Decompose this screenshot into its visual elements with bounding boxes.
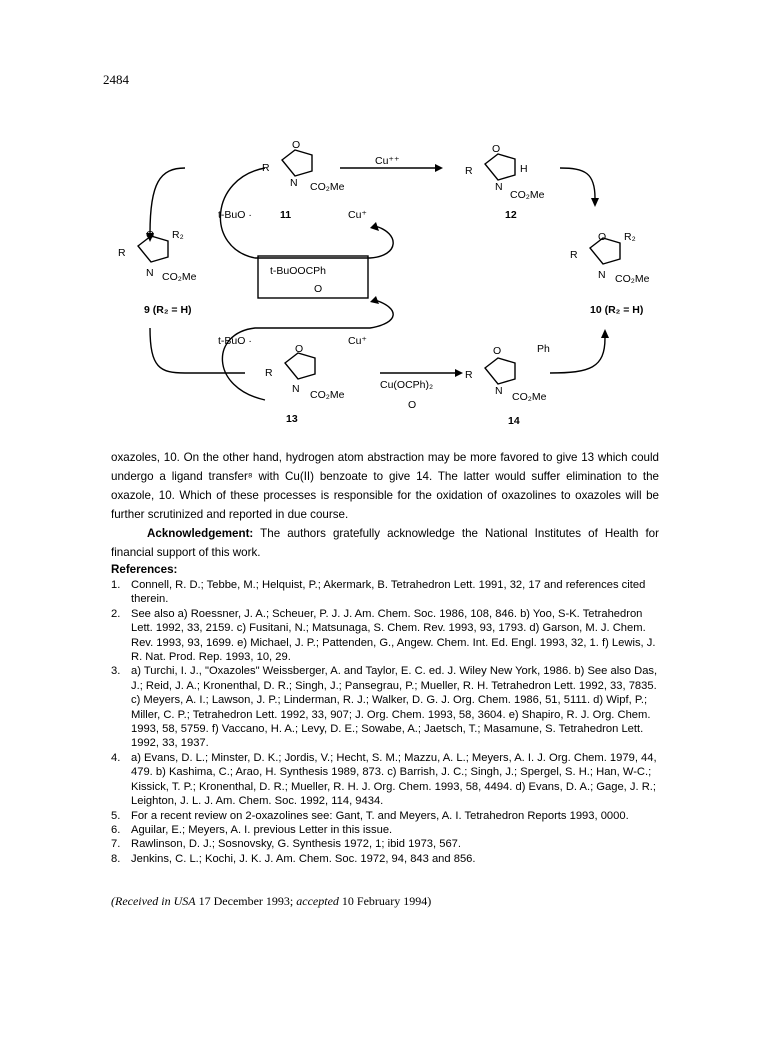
n-atom-9: N bbox=[146, 267, 154, 279]
article-body bbox=[111, 448, 659, 866]
o-atom-13: O bbox=[295, 343, 304, 355]
references-list bbox=[111, 578, 659, 866]
reference-item: 7. Rawlinson, D. J.; Sosnovsky, G. Synthesis 1972, 1; ibid 1973, 567. bbox=[111, 838, 461, 851]
arrowhead-loop-bottom bbox=[370, 296, 379, 304]
arrowhead-13-14 bbox=[455, 369, 463, 377]
references-heading: References: bbox=[111, 563, 178, 576]
o-atom-14: O bbox=[493, 345, 502, 357]
cycle-arrow-left-top bbox=[150, 168, 185, 233]
ester-13: CO₂Me bbox=[310, 389, 345, 401]
reaction-scheme bbox=[100, 138, 680, 438]
compound-13-label: 13 bbox=[286, 413, 298, 425]
o-atom-11: O bbox=[292, 139, 301, 151]
ester-9: CO₂Me bbox=[162, 271, 197, 283]
ring-13 bbox=[285, 353, 315, 379]
ring-12 bbox=[485, 154, 515, 180]
page-number: 2484 bbox=[103, 72, 129, 87]
r-group-13: R bbox=[265, 367, 273, 379]
n-atom-13: N bbox=[292, 383, 300, 395]
r-group-10: R bbox=[570, 249, 578, 261]
cycle-lower-loop bbox=[222, 300, 393, 400]
compound-14-label: 14 bbox=[508, 415, 520, 427]
cu2-reagent: Cu⁺⁺ bbox=[375, 155, 400, 167]
arrowhead-14-10 bbox=[601, 329, 609, 338]
discussion-paragraph: oxazoles, 10. On the other hand, hydrogen atom abstraction may be more favored to give 13 which could undergo a ligand transfer⁸ with Cu(II) benzoate to give 14. The latter would suffer elimination to the oxazole, 10. Which of these processes is responsible for the oxidation of oxazolines to oxazoles will be further scrutinized and reported in due course. bbox=[111, 451, 659, 521]
ester-11: CO₂Me bbox=[310, 181, 345, 193]
acknowledgement-label: Acknowledgement: bbox=[147, 527, 254, 540]
perester-carbonyl-o: O bbox=[314, 283, 323, 295]
r-group-9: R bbox=[118, 247, 126, 259]
ester-10: CO₂Me bbox=[615, 273, 650, 285]
tbuo-radical-bottom: t-BuO · bbox=[218, 335, 252, 347]
compound-9-label: 9 (R₂ = H) bbox=[144, 304, 192, 316]
reference-item: 1. Connell, R. D.; Tebbe, M.; Helquist, P.; Akermark, B. Tetrahedron Lett. 1991, 32, 17 and references cited therein. bbox=[111, 579, 646, 606]
n-atom-12: N bbox=[495, 181, 503, 193]
reference-item: 3. a) Turchi, I. J., "Oxazoles" Weissberger, A. and Taylor, E. C. ed. J. Wiley New York, 1986. b) See also Das, J.; Reid, J. A.; Kronenthal, D. R.; Singh, J.; Pansegrau, P.; Mueller, R. H. Tetrahedron Lett. 1992, 33, 7835. c) Meyers, A. I.; Lawson, J. P.; Linderman, R. J.; Walker, D. G. J. Org. Chem. 1986, 51, 5111. d) Wipf, P.; Miller, C. P.; Tetrahedron Lett. 1992, 33, 907; J. Org. Chem. 1993, 58, 3604. e) Shapiro, R. J. Org. Chem. 1993, 58, 5759. f) Vaccano, H. A.; Levy, D. E.; Sowabe, A.; Jaetsch, T.; Masamune, S. Tetrahedron Lett. 1992, 33, 1937. bbox=[111, 665, 658, 750]
cu-benzoate-reagent: Cu(OCPh)₂ bbox=[380, 379, 434, 391]
received-note: (Received in USA 17 December 1993; accepted 10 February 1994) bbox=[111, 894, 432, 908]
ring-14 bbox=[485, 358, 515, 384]
r2-group-10: R₂ bbox=[624, 231, 636, 243]
cu-benzoate-carbonyl-o: O bbox=[408, 399, 417, 411]
reference-item: 4. a) Evans, D. L.; Minster, D. K.; Jordis, V.; Hecht, S. M.; Mazzu, A. L.; Meyers, A. I. J. Org. Chem. 1979, 44, 479. b) Kashima, C.; Arao, H. Synthesis 1989, 873. c) Barrish, J. C.; Singh, J.; Spergel, S. H.; Han, W-C.; Kissick, T. P.; Kronenthal, D. R.; Mueller, R. H. J. Org. Chem. 1993, 58, 4494. d) Evans, D. A.; Gage, J. R.; Leighton, J. L. J. Am. Chem. Soc. 1992, 114, 9434. bbox=[111, 751, 657, 808]
ester-12: CO₂Me bbox=[510, 189, 545, 201]
r-group-12: R bbox=[465, 165, 473, 177]
tbuo-radical-top: t-BuO · bbox=[218, 209, 252, 221]
compound-12-label: 12 bbox=[505, 209, 517, 221]
reference-item: 5. For a recent review on 2-oxazolines see: Gant, T. and Meyers, A. I. Tetrahedron Reports 1993, 0000. bbox=[111, 809, 629, 822]
reference-item: 2. See also a) Roessner, J. A.; Scheuer, P. J. J. Am. Chem. Soc. 1986, 108, 846. b) Yoo, S-K. Tetrahedron Lett. 1992, 33, 2159. c) Fusitani, N.; Matsunaga, S. Chem. Rev. 1993, 93, 1793. d) Garson, M. J. Chem. Rev. 1993, 93, 1699. e) Michael, J. P.; Pattenden, G., Angew. Chem. Int. Ed. Engl. 1993, 32, 1. f) Lewis, J. R. Nat. Prod. Rep. 1993, 10, 29. bbox=[111, 607, 656, 664]
o-atom-12: O bbox=[492, 143, 501, 155]
h-atom-12: H bbox=[520, 163, 528, 175]
perester-box bbox=[258, 256, 368, 298]
o-atom-9: O bbox=[146, 229, 155, 241]
arrowhead-12-10 bbox=[591, 198, 599, 207]
r2-group-9: R₂ bbox=[172, 229, 184, 241]
o-atom-10: O bbox=[598, 231, 607, 243]
acknowledgement-text: The authors gratefully acknowledge the National Institutes of Health for financial support of this work. bbox=[111, 527, 659, 559]
compound-11-label: 11 bbox=[280, 209, 292, 221]
arrow-14-to-10 bbox=[550, 338, 605, 373]
ph-group-14: Ph bbox=[537, 343, 550, 355]
perester-label: t-BuOOCPh bbox=[270, 265, 327, 277]
n-atom-11: N bbox=[290, 177, 298, 189]
cu1-reagent-top: Cu⁺ bbox=[348, 209, 367, 221]
n-atom-14: N bbox=[495, 385, 503, 397]
ester-14: CO₂Me bbox=[512, 391, 547, 403]
compound-10-label: 10 (R₂ = H) bbox=[590, 304, 644, 316]
r-group-14: R bbox=[465, 369, 473, 381]
ring-11 bbox=[282, 150, 312, 176]
acknowledgement-paragraph bbox=[111, 524, 659, 562]
arrow-12-to-10 bbox=[560, 168, 595, 198]
n-atom-10: N bbox=[598, 269, 606, 281]
cu1-reagent-bottom: Cu⁺ bbox=[348, 335, 367, 347]
reference-item: 6. Aguilar, E.; Meyers, A. I. previous Letter in this issue. bbox=[111, 823, 393, 836]
r-group-11: R bbox=[262, 162, 270, 174]
reference-item: 8. Jenkins, C. L.; Kochi, J. K. J. Am. Chem. Soc. 1972, 94, 843 and 856. bbox=[111, 852, 476, 865]
arrowhead-11-12 bbox=[435, 164, 443, 172]
